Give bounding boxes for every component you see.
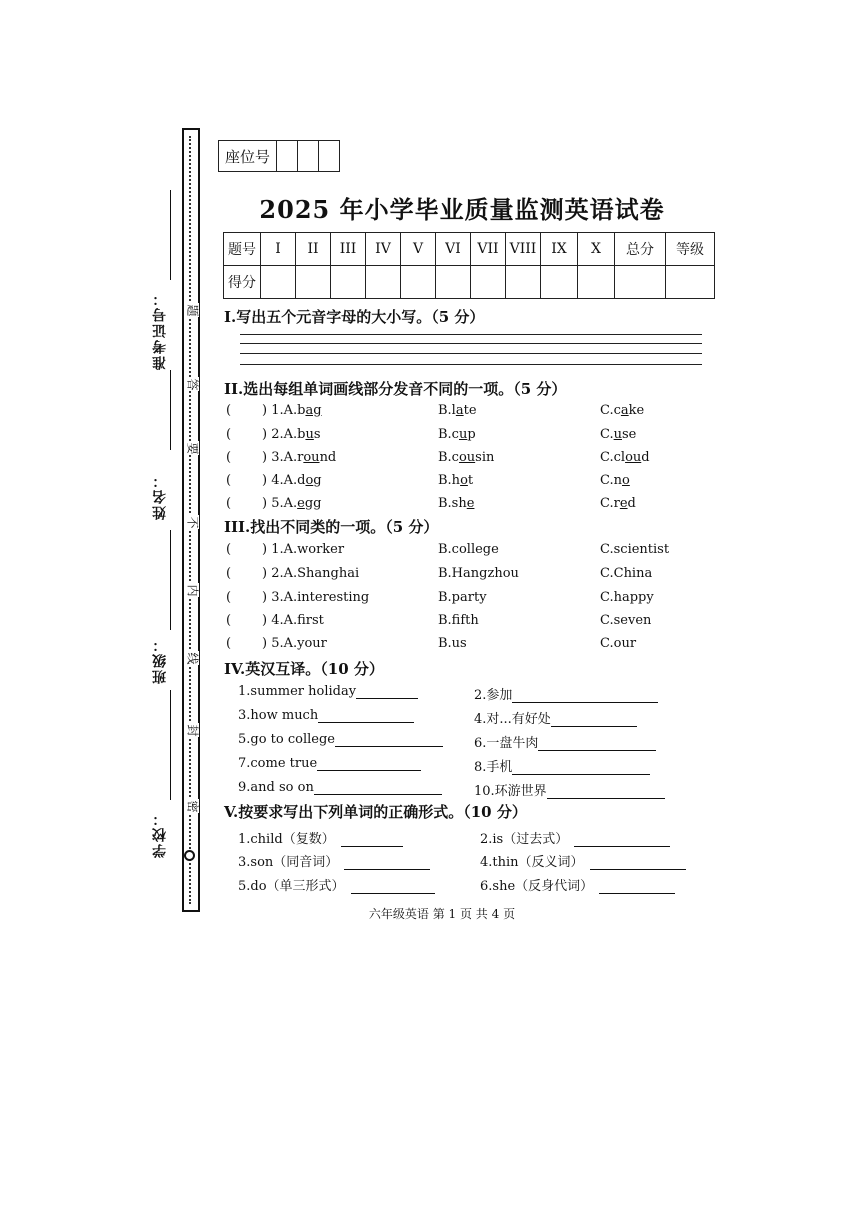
section-5-title: V.按要求写出下列单词的正确形式。（10 分） <box>224 803 527 821</box>
option-a <box>262 427 321 442</box>
seat-cell[interactable] <box>277 141 298 172</box>
answer-blank[interactable] <box>317 758 421 771</box>
word-form-item <box>238 828 403 847</box>
binding-hole-icon <box>184 850 195 861</box>
option-text: ) 1.A. <box>262 403 298 418</box>
score-cell[interactable] <box>615 266 666 299</box>
score-cell[interactable] <box>666 266 715 299</box>
translation-item <box>474 732 656 751</box>
word-form-item <box>480 851 686 870</box>
answer-paren[interactable]: ( <box>226 542 232 557</box>
item-text: 8.手机 <box>474 760 513 775</box>
option-b <box>438 473 473 488</box>
answer-blank[interactable] <box>314 782 442 795</box>
option-text: g <box>313 473 322 488</box>
answer-blank[interactable] <box>512 762 650 775</box>
writing-line <box>240 343 702 344</box>
underlined-letters: e <box>466 496 475 511</box>
underlined-letters: e <box>619 496 628 511</box>
option-text: nd <box>319 450 337 465</box>
school-label: 学校： <box>152 810 168 858</box>
page-title: 2025 年小学毕业质量监测英语试卷 <box>259 195 665 224</box>
item-text: 5.do（单三形式） <box>238 879 345 894</box>
option-text: C.n <box>600 473 622 488</box>
score-header-cell: II <box>296 233 331 266</box>
option-text: ) 3.A. <box>262 450 298 465</box>
option-text: p <box>467 427 476 442</box>
option-text: B.l <box>438 403 456 418</box>
writing-line <box>240 353 702 354</box>
seal-char: 内 <box>187 583 199 597</box>
underlined-letters: ou <box>625 450 642 465</box>
option-text: s <box>313 427 321 442</box>
option-c <box>600 496 636 511</box>
score-cell[interactable] <box>261 266 296 299</box>
answer-blank[interactable] <box>341 834 403 847</box>
option-c <box>600 450 650 465</box>
seal-char: 线 <box>187 651 199 665</box>
seat-cell[interactable] <box>298 141 319 172</box>
option-text: ) 4.A. <box>262 473 298 488</box>
option-text: B.sh <box>438 496 467 511</box>
score-cell[interactable] <box>436 266 471 299</box>
option-text: B.h <box>438 473 461 488</box>
score-cell[interactable] <box>331 266 366 299</box>
option-c: C.happy <box>600 590 654 605</box>
option-b <box>438 427 476 442</box>
answer-blank[interactable] <box>344 857 430 870</box>
score-cell[interactable] <box>578 266 615 299</box>
answer-blank[interactable] <box>599 881 675 894</box>
translation-item <box>238 732 443 747</box>
word-form-item <box>238 851 430 870</box>
seal-char: 密 <box>187 799 199 813</box>
option-b <box>438 496 474 511</box>
underlined-letters: u <box>613 427 622 442</box>
item-text: 1.summer holiday <box>238 684 357 699</box>
word-form-item <box>238 875 435 894</box>
answer-blank[interactable] <box>356 686 418 699</box>
option-a: ) 4.A.first <box>262 613 324 628</box>
option-a <box>262 450 336 465</box>
item-text: 9.and so on <box>238 780 314 795</box>
option-b: B.Hangzhou <box>438 566 519 581</box>
item-text: 10.环游世界 <box>474 784 547 799</box>
translation-item <box>238 780 442 795</box>
seal-char: 不 <box>187 515 199 529</box>
option-c: C.seven <box>600 613 652 628</box>
option-a: ) 2.A.Shanghai <box>262 566 360 581</box>
option-a: ) 1.A.worker <box>262 542 345 557</box>
option-c: C.China <box>600 566 653 581</box>
answer-blank[interactable] <box>335 734 443 747</box>
option-text: d <box>297 473 306 488</box>
writing-line <box>240 364 702 365</box>
option-c <box>600 403 644 418</box>
option-c <box>600 473 630 488</box>
translation-item <box>238 684 418 699</box>
option-b: B.fifth <box>438 613 479 628</box>
score-header-cell: I <box>261 233 296 266</box>
school-line <box>170 690 171 800</box>
score-header-cell: IV <box>366 233 401 266</box>
answer-blank[interactable] <box>547 786 665 799</box>
option-text: B.c <box>438 427 459 442</box>
class-line <box>170 530 171 630</box>
score-header-cell: V <box>401 233 436 266</box>
translation-item <box>238 756 421 771</box>
option-text: gg <box>304 496 322 511</box>
score-header-cell: III <box>331 233 366 266</box>
score-cell[interactable] <box>541 266 578 299</box>
item-text: 2.参加 <box>474 688 513 703</box>
score-cell[interactable] <box>296 266 331 299</box>
underlined-letters: e <box>297 496 305 511</box>
translation-item <box>238 708 414 723</box>
score-row-label: 得分 <box>224 266 261 299</box>
score-header-cell: X <box>578 233 615 266</box>
underlined-letters: o <box>305 473 314 488</box>
option-text: C. <box>600 427 614 442</box>
answer-paren[interactable]: ( <box>226 496 232 511</box>
answer-blank[interactable] <box>590 857 686 870</box>
item-text: 3.how much <box>238 708 319 723</box>
option-b: B.college <box>438 542 499 557</box>
answer-paren[interactable]: ( <box>226 403 232 418</box>
section-1-title: I.写出五个元音字母的大小写。（5 分） <box>224 308 485 326</box>
underlined-letters: o <box>622 473 630 488</box>
section-3-title: III.找出不同类的一项。（5 分） <box>224 518 439 536</box>
score-cell[interactable] <box>506 266 541 299</box>
option-text: te <box>463 403 477 418</box>
underlined-letters: u <box>458 427 468 442</box>
seal-char: 答 <box>187 377 199 391</box>
writing-line <box>240 334 702 335</box>
seal-char: 题 <box>187 303 199 317</box>
answer-paren[interactable]: ( <box>226 473 232 488</box>
option-text: t <box>467 473 474 488</box>
answer-blank[interactable] <box>318 710 414 723</box>
item-text: 5.go to college <box>238 732 335 747</box>
option-b <box>438 450 494 465</box>
score-header-cell: VIII <box>506 233 541 266</box>
item-text: 4.thin（反义词） <box>480 855 584 870</box>
name-line <box>170 370 171 450</box>
score-header-cell: VI <box>436 233 471 266</box>
item-text: 6.一盘牛肉 <box>474 736 539 751</box>
translation-item <box>474 780 665 799</box>
item-text: 4.对...有好处 <box>474 712 551 727</box>
name-label: 姓名： <box>152 472 168 520</box>
score-header-label: 题号 <box>224 233 261 266</box>
seat-cell[interactable] <box>319 141 340 172</box>
item-text: 1.child（复数） <box>238 832 335 847</box>
option-a <box>262 403 322 418</box>
answer-blank[interactable] <box>351 881 435 894</box>
option-text: C.r <box>600 496 620 511</box>
answer-blank[interactable] <box>574 834 670 847</box>
option-text: C.c <box>600 403 621 418</box>
seat-number-box <box>218 140 340 172</box>
score-header-cell: IX <box>541 233 578 266</box>
underlined-letters: ou <box>303 450 320 465</box>
answer-blank[interactable] <box>538 738 656 751</box>
option-b: B.party <box>438 590 487 605</box>
option-text: C.cl <box>600 450 626 465</box>
option-text: r <box>297 450 304 465</box>
underlined-letters: ou <box>458 450 476 465</box>
answer-paren[interactable]: ( <box>226 566 232 581</box>
option-text: b <box>297 403 306 418</box>
score-header-cell: VII <box>471 233 506 266</box>
option-c: C.our <box>600 636 637 651</box>
score-table <box>223 232 715 299</box>
seal-char: 封 <box>187 723 199 737</box>
answer-paren[interactable]: ( <box>226 450 232 465</box>
option-b <box>438 403 477 418</box>
item-text: 3.son（同音词） <box>238 855 339 870</box>
option-text: ) 5.A. <box>262 496 298 511</box>
class-label: 班级： <box>152 636 168 684</box>
section-2-title: II.选出每组单词画线部分发音不同的一项。（5 分） <box>224 380 567 398</box>
underlined-letters: u <box>305 427 314 442</box>
word-form-item <box>480 875 675 894</box>
seat-label: 座位号 <box>219 141 277 172</box>
score-header-cell: 总分 <box>615 233 666 266</box>
option-text: b <box>297 427 306 442</box>
option-text: d <box>627 496 636 511</box>
translation-item <box>474 684 658 703</box>
answer-paren[interactable]: ( <box>226 613 232 628</box>
option-text: ke <box>628 403 645 418</box>
answer-paren[interactable]: ( <box>226 636 232 651</box>
option-a <box>262 496 322 511</box>
score-cell[interactable] <box>471 266 506 299</box>
option-c: C.scientist <box>600 542 670 557</box>
exam-id-label: 准考证号： <box>152 290 168 370</box>
section-4-title: IV.英汉互译。（10 分） <box>224 660 384 678</box>
answer-blank[interactable] <box>512 690 658 703</box>
option-text: ) 2.A. <box>262 427 298 442</box>
option-b: B.us <box>438 636 467 651</box>
answer-paren[interactable]: ( <box>226 590 232 605</box>
word-form-item <box>480 828 670 847</box>
answer-paren[interactable]: ( <box>226 427 232 442</box>
page-footer: 六年级英语 第 1 页 共 4 页 <box>368 907 516 921</box>
underlined-letters: ag <box>305 403 322 418</box>
seal-char: 要 <box>187 441 199 455</box>
translation-item <box>474 756 650 775</box>
underlined-letters: a <box>620 403 629 418</box>
underlined-letters: a <box>455 403 464 418</box>
score-header-cell: 等级 <box>666 233 715 266</box>
item-text: 6.she（反身代词） <box>480 879 594 894</box>
score-cell[interactable] <box>401 266 436 299</box>
option-text: sin <box>475 450 495 465</box>
item-text: 7.come true <box>238 756 318 771</box>
option-text: B.c <box>438 450 459 465</box>
score-cell[interactable] <box>366 266 401 299</box>
answer-blank[interactable] <box>551 714 637 727</box>
item-text: 2.is（过去式） <box>480 832 569 847</box>
option-a <box>262 473 322 488</box>
option-a: ) 5.A.your <box>262 636 327 651</box>
underlined-letters: o <box>460 473 468 488</box>
translation-item <box>474 708 637 727</box>
option-c <box>600 427 636 442</box>
option-text: d <box>641 450 650 465</box>
option-a: ) 3.A.interesting <box>262 590 370 605</box>
option-text: se <box>622 427 637 442</box>
